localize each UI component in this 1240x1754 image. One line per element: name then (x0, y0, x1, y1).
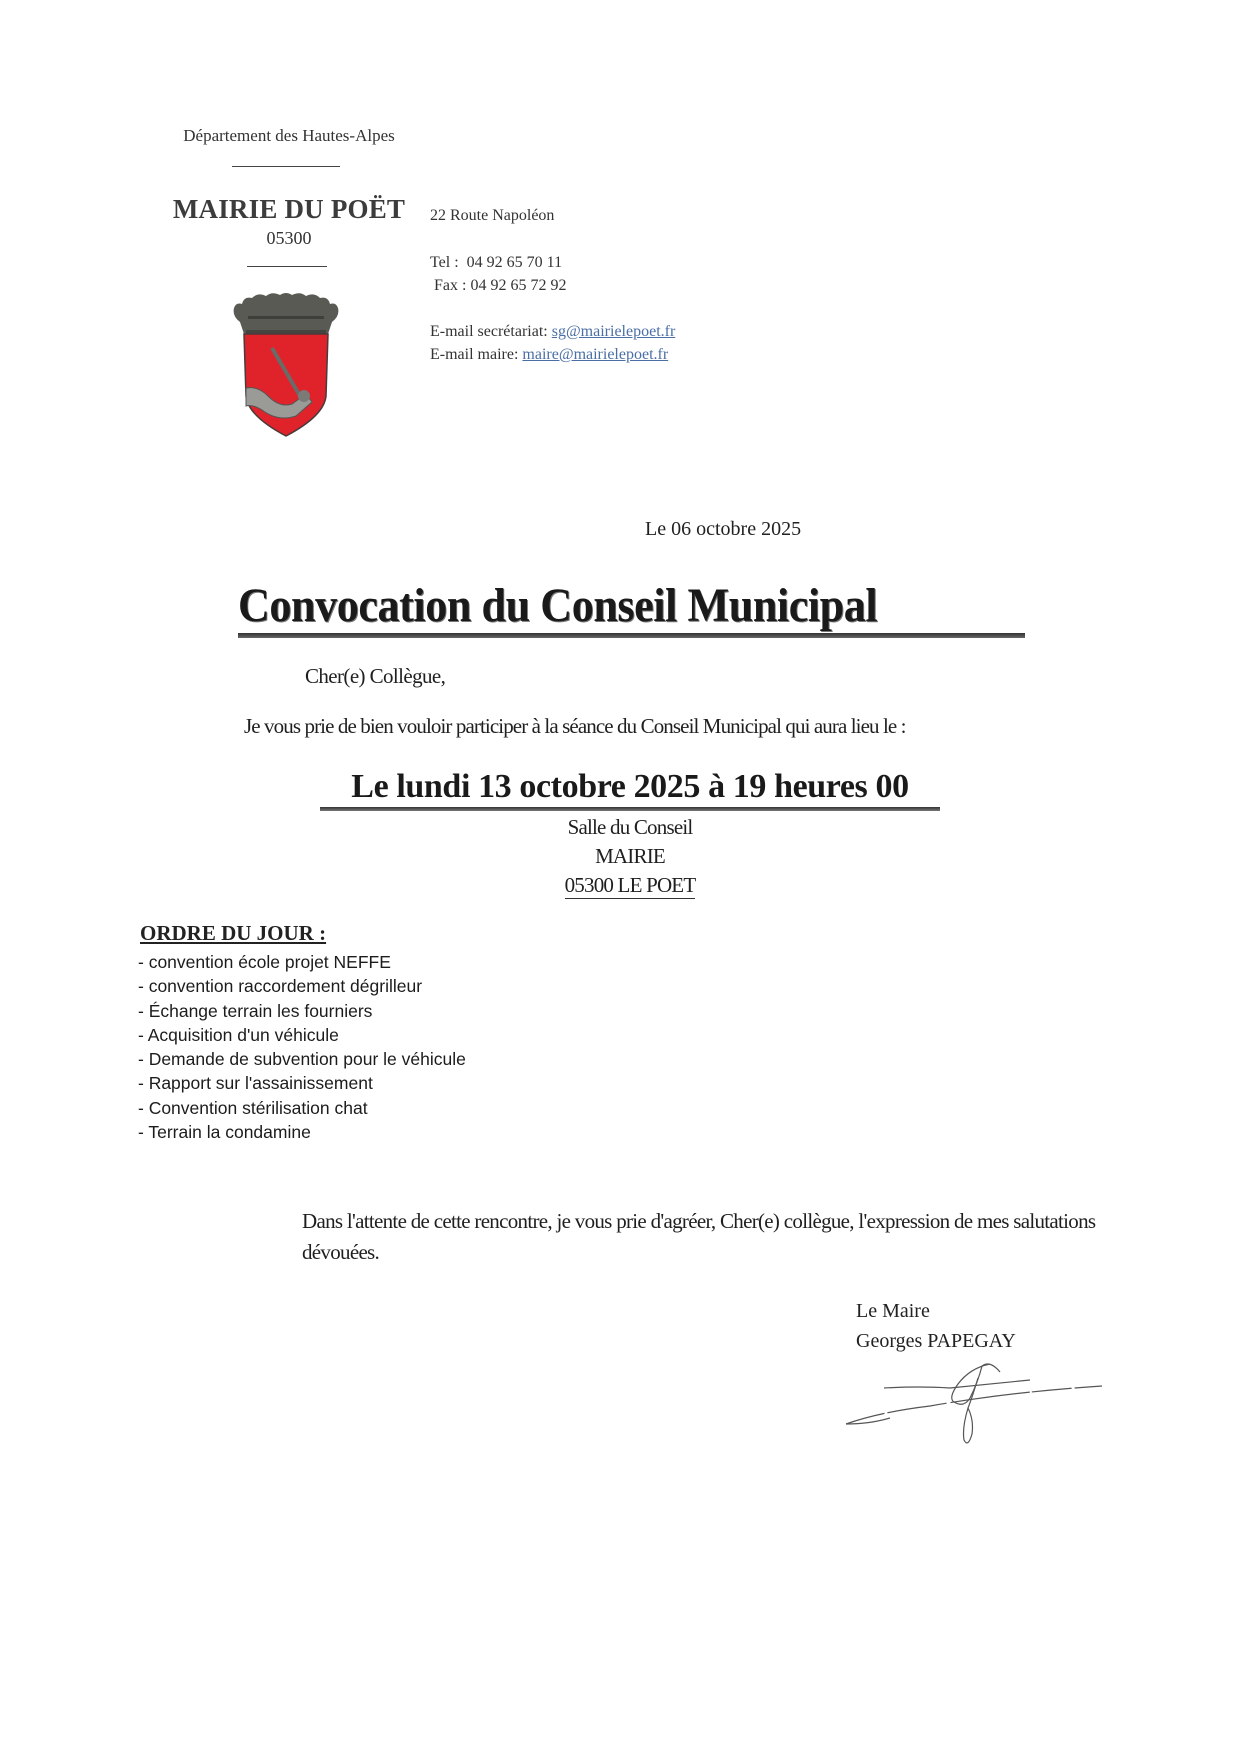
email-secretariat-link[interactable]: sg@mairielepoet.fr (551, 323, 676, 340)
meeting-address-text: 05300 LE POET (564, 873, 696, 897)
phone-number: 04 92 65 70 11 (466, 254, 563, 271)
meeting-address (470, 873, 790, 898)
signature-icon (840, 1358, 1120, 1448)
email-maire-line (430, 346, 668, 364)
meeting-underline (320, 807, 940, 811)
fax-line (434, 277, 566, 295)
title-underline (238, 633, 1025, 638)
greeting: Cher(e) Collègue, (305, 664, 446, 688)
shield-icon (244, 334, 328, 436)
agenda-item: - Échange terrain les fourniers (138, 1000, 373, 1021)
agenda-item: - convention école projet NEFFE (138, 952, 391, 972)
agenda-title: ORDRE DU JOUR : (140, 921, 327, 945)
email-secretariat-label: E-mail secrétariat: (430, 323, 548, 340)
department-label: Département des Hautes-Alpes (183, 126, 395, 145)
fax-label: Fax : (434, 277, 467, 294)
mairie-name: MAIRIE DU POËT (172, 194, 406, 224)
agenda-item: - Acquisition d'un véhicule (138, 1024, 339, 1045)
mairie-postal-code: 05300 (266, 228, 312, 248)
email-maire-link[interactable]: maire@mairielepoet.fr (522, 346, 669, 363)
agenda-item: - Terrain la condamine (138, 1122, 311, 1143)
email-secretariat-line (430, 323, 675, 341)
crown-icon (234, 293, 339, 334)
closing-paragraph: Dans l'attente de cette rencontre, je vous prie d'agréer, Cher(e) collègue, l'expression de mes salutations dévouées. (302, 1209, 1096, 1264)
meeting-room: Salle du Conseil (567, 815, 693, 839)
agenda-item: - Rapport sur l'assainissement (138, 1073, 373, 1094)
agenda-item: - Convention stérilisation chat (138, 1097, 368, 1118)
address: 22 Route Napoléon (430, 207, 555, 224)
agenda-item: - convention raccordement dégrilleur (138, 976, 423, 997)
letter-date: Le 06 octobre 2025 (645, 518, 802, 540)
request-text: Je vous prie de bien vouloir participer à la séance du Conseil Municipal qui aura lieu le : (244, 714, 906, 738)
meeting-datetime: Le lundi 13 octobre 2025 à 19 heures 00 (351, 768, 909, 805)
page-title: Convocation du Conseil Municipal (238, 579, 878, 632)
phone-line (430, 254, 562, 272)
divider (247, 266, 327, 267)
agenda-list (138, 950, 466, 1144)
email-maire-label: E-mail maire: (430, 346, 519, 363)
agenda-item: - Demande de subvention pour le véhicule (138, 1049, 466, 1070)
signatory-role: Le Maire (856, 1300, 930, 1322)
phone-label: Tel : (430, 254, 459, 271)
signatory-name: Georges PAPEGAY (856, 1330, 1016, 1352)
coat-of-arms-icon (228, 292, 344, 438)
fax-number: 04 92 65 72 92 (470, 277, 567, 294)
meeting-building: MAIRIE (595, 844, 665, 868)
divider (232, 166, 340, 167)
